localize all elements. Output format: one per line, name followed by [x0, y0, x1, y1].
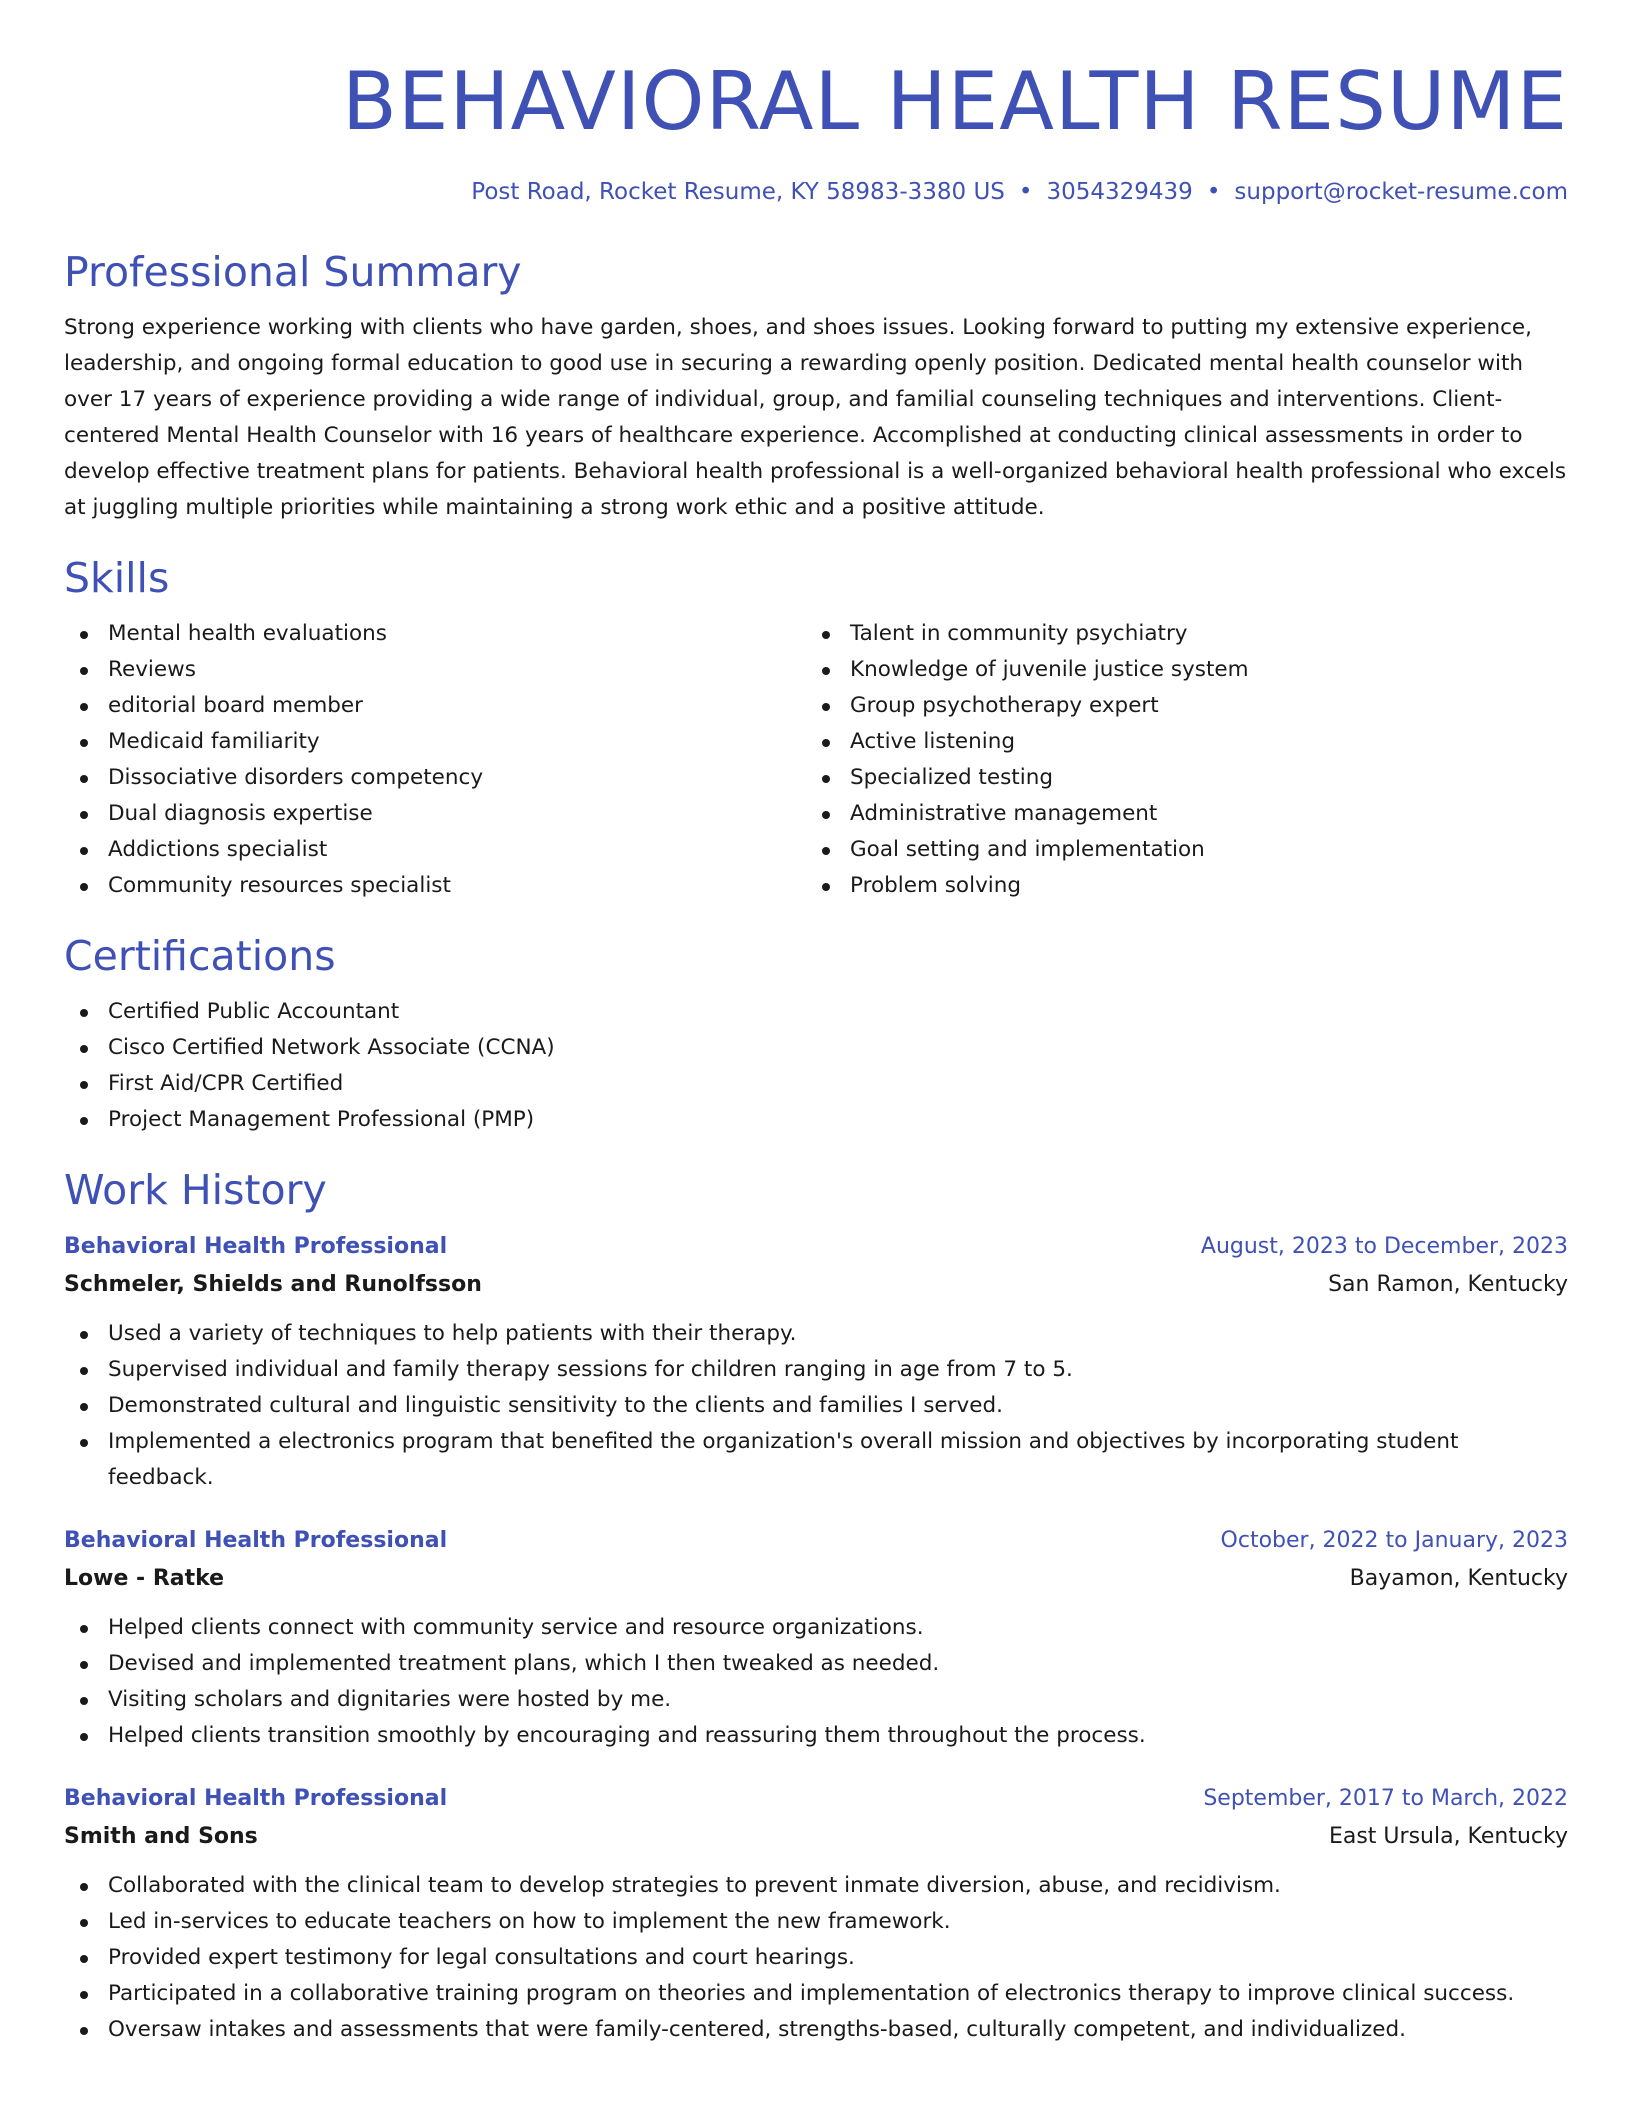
- resume-page: [64, 0, 1568, 2048]
- job-entry: [64, 1522, 1568, 1754]
- skill-item: Talent in community psychiatry: [806, 616, 1548, 652]
- skills-list-right: [806, 616, 1548, 904]
- job-bullet: Devised and implemented treatment plans, which I then tweaked as needed.: [64, 1646, 1568, 1682]
- job-title: Behavioral Health Professional: [64, 1528, 448, 1553]
- job-company: Schmeler, Shields and Runolfsson: [64, 1272, 482, 1297]
- job-title: Behavioral Health Professional: [64, 1786, 448, 1811]
- contact-phone: 3054329439: [1046, 179, 1193, 205]
- skill-item: Mental health evaluations: [64, 616, 806, 652]
- summary-text: Strong experience working with clients who have garden, shoes, and shoes issues. Looking forward to putting my extensive experience, leadership, and ongoing formal education to good use in securing a rewarding openly position. Dedicated mental health counselor with over 17 years of experience providing a wide range of individual, group, and familial counseling techniques and interventions. Client-centered Mental Health Counselor with 16 years of healthcare experience. Accomplished at conducting clinical assessments in order to develop effective treatment plans for patients. Behavioral health professional is a well-organized behavioral health professional who excels at juggling multiple priorities while maintaining a strong work ethic and a positive attitude.: [64, 315, 1567, 520]
- job-entry: [64, 1780, 1568, 2048]
- job-company: Smith and Sons: [64, 1824, 258, 1849]
- certification-item: Certified Public Accountant: [64, 994, 1568, 1030]
- job-dates: October, 2022 to January, 2023: [1220, 1528, 1568, 1553]
- job-location: San Ramon, Kentucky: [1328, 1272, 1568, 1297]
- job-bullet: Participated in a collaborative training program on theories and implementation of electronics therapy to improve clinical success.: [64, 1976, 1568, 2012]
- skill-item: Addictions specialist: [64, 832, 806, 868]
- job-bullet: Used a variety of techniques to help patients with their therapy.: [64, 1316, 1568, 1352]
- job-header-row: [64, 1522, 1568, 1560]
- job-bullet: Visiting scholars and dignitaries were hosted by me.: [64, 1682, 1568, 1718]
- resume-name: BEHAVIORAL HEALTH RESUME: [341, 55, 1568, 148]
- summary-heading: Professional Summary: [64, 248, 522, 296]
- certification-item: Cisco Certified Network Associate (CCNA): [64, 1030, 1568, 1066]
- job-title: Behavioral Health Professional: [64, 1234, 448, 1259]
- skill-item: Community resources specialist: [64, 868, 806, 904]
- skill-item: Goal setting and implementation: [806, 832, 1548, 868]
- certifications-list: [64, 994, 1568, 1138]
- resume-header: [64, 0, 1568, 208]
- job-header-row: [64, 1228, 1568, 1266]
- contact-email: support@rocket-resume.com: [1234, 179, 1568, 205]
- job-bullet: Oversaw intakes and assessments that were family-centered, strengths-based, culturally competent, and individualized.: [64, 2012, 1568, 2048]
- skill-item: Specialized testing: [806, 760, 1548, 796]
- skill-item: Reviews: [64, 652, 806, 688]
- job-bullet: Helped clients connect with community service and resource organizations.: [64, 1610, 1568, 1646]
- skill-item: Group psychotherapy expert: [806, 688, 1548, 724]
- job-bullets: [64, 1316, 1568, 1496]
- certifications-heading: Certifications: [64, 932, 336, 980]
- job-entry: [64, 1228, 1568, 1496]
- job-company: Lowe - Ratke: [64, 1566, 225, 1591]
- job-location: Bayamon, Kentucky: [1349, 1566, 1568, 1591]
- skill-item: Dissociative disorders competency: [64, 760, 806, 796]
- certification-item: First Aid/CPR Certified: [64, 1066, 1568, 1102]
- job-bullet: Supervised individual and family therapy sessions for children ranging in age from 7 to 5.: [64, 1352, 1568, 1388]
- job-location: East Ursula, Kentucky: [1328, 1824, 1568, 1849]
- job-bullets: [64, 1868, 1568, 2048]
- skills-heading: Skills: [64, 554, 170, 602]
- contact-line: [64, 176, 1568, 208]
- contact-separator: •: [1018, 179, 1033, 205]
- contact-address: Post Road, Rocket Resume, KY 58983-3380 US: [471, 179, 1005, 205]
- skill-item: Knowledge of juvenile justice system: [806, 652, 1548, 688]
- work-history-heading: Work History: [64, 1166, 327, 1214]
- job-company-row: [64, 1266, 1568, 1304]
- skill-item: Medicaid familiarity: [64, 724, 806, 760]
- job-bullet: Demonstrated cultural and linguistic sensitivity to the clients and families I served.: [64, 1388, 1568, 1424]
- job-company-row: [64, 1818, 1568, 1856]
- job-bullet: Provided expert testimony for legal consultations and court hearings.: [64, 1940, 1568, 1976]
- job-bullet: Helped clients transition smoothly by encouraging and reassuring them throughout the process.: [64, 1718, 1568, 1754]
- certification-item: Project Management Professional (PMP): [64, 1102, 1568, 1138]
- contact-separator: •: [1206, 179, 1221, 205]
- skill-item: Problem solving: [806, 868, 1548, 904]
- job-bullets: [64, 1610, 1568, 1754]
- job-dates: September, 2017 to March, 2022: [1203, 1786, 1568, 1811]
- skills-list-left: [64, 616, 806, 904]
- skill-item: Dual diagnosis expertise: [64, 796, 806, 832]
- job-bullet: Implemented a electronics program that benefited the organization's overall mission and objectives by incorporating student feedback.: [64, 1424, 1568, 1496]
- job-bullet: Collaborated with the clinical team to develop strategies to prevent inmate diversion, abuse, and recidivism.: [64, 1868, 1568, 1904]
- skill-item: Administrative management: [806, 796, 1548, 832]
- job-bullet: Led in-services to educate teachers on how to implement the new framework.: [64, 1904, 1568, 1940]
- skills-columns: [64, 616, 1568, 904]
- job-company-row: [64, 1560, 1568, 1598]
- job-dates: August, 2023 to December, 2023: [1200, 1234, 1568, 1259]
- job-header-row: [64, 1780, 1568, 1818]
- skill-item: Active listening: [806, 724, 1548, 760]
- skill-item: editorial board member: [64, 688, 806, 724]
